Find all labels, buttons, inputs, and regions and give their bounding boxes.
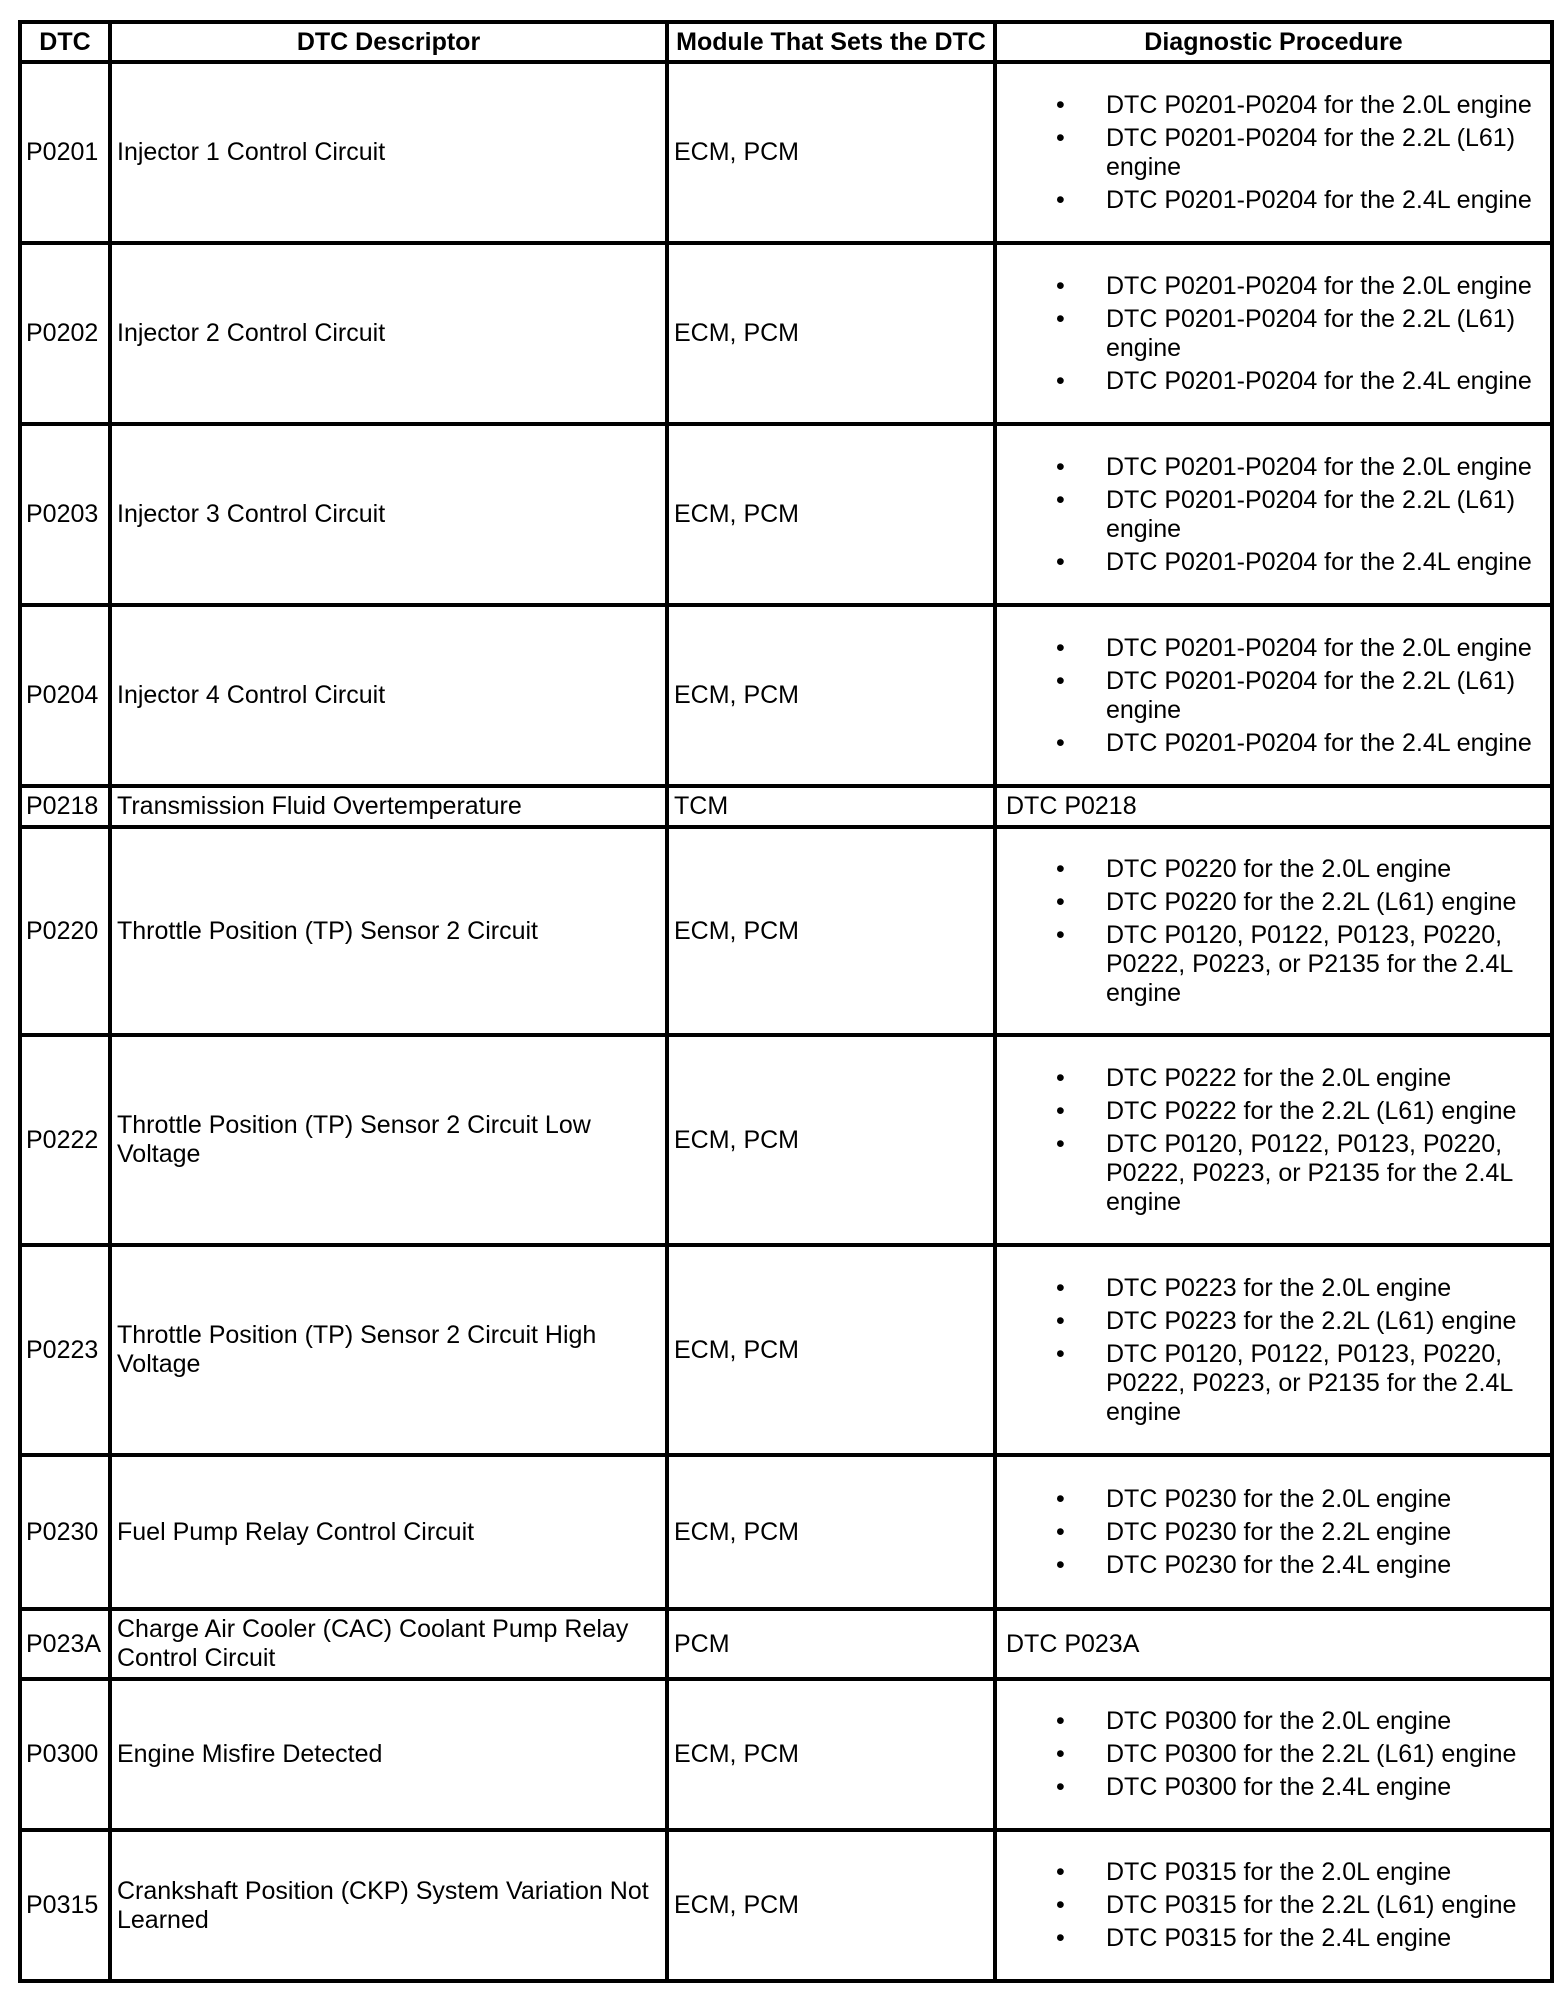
procedure-item <box>1002 548 1545 577</box>
table-row <box>20 1455 1552 1609</box>
procedure-text: DTC P023A <box>1006 1629 1140 1658</box>
procedure-cell <box>995 1245 1552 1455</box>
procedure-item <box>1002 1740 1545 1769</box>
bullet-icon: • <box>1056 1707 1065 1735</box>
procedure-item <box>1002 91 1545 120</box>
procedure-cell <box>995 605 1552 786</box>
descriptor-cell: Throttle Position (TP) Sensor 2 Circuit Low Voltage <box>110 1035 667 1245</box>
procedure-item <box>1002 124 1545 182</box>
table-row <box>20 1035 1552 1245</box>
table-row <box>20 786 1552 827</box>
procedure-list <box>1002 634 1545 758</box>
procedure-text: DTC P0315 for the 2.0L engine <box>1106 1858 1452 1886</box>
dtc-code-cell: P0203 <box>20 424 110 605</box>
bullet-icon: • <box>1056 1129 1065 1158</box>
procedure-item <box>1002 888 1545 917</box>
bullet-icon: • <box>1056 666 1065 695</box>
bullet-icon: • <box>1056 123 1065 152</box>
procedure-list <box>1002 1858 1545 1953</box>
dtc-code-cell: P0218 <box>20 786 110 827</box>
procedure-cell <box>995 1035 1552 1245</box>
table-row <box>20 605 1552 786</box>
module-cell: ECM, PCM <box>667 424 995 605</box>
procedure-item <box>1002 1130 1545 1217</box>
procedure-item <box>1002 1858 1545 1887</box>
bullet-icon: • <box>1056 1096 1065 1125</box>
procedure-cell <box>995 1679 1552 1830</box>
procedure-item <box>1002 1518 1545 1547</box>
module-cell: ECM, PCM <box>667 1679 995 1830</box>
procedure-item <box>1002 1551 1545 1580</box>
procedure-list <box>1002 453 1545 577</box>
table-row <box>20 1679 1552 1830</box>
procedure-cell <box>995 1609 1552 1679</box>
table-header <box>20 22 1552 62</box>
dtc-code-cell: P023A <box>20 1609 110 1679</box>
procedure-text: DTC P0315 for the 2.4L engine <box>1106 1924 1452 1952</box>
procedure-item <box>1002 855 1545 884</box>
dtc-code-cell: P0223 <box>20 1245 110 1455</box>
procedure-item <box>1002 1340 1545 1427</box>
bullet-icon: • <box>1056 887 1065 916</box>
descriptor-cell: Fuel Pump Relay Control Circuit <box>110 1455 667 1609</box>
bullet-icon: • <box>1056 1858 1065 1886</box>
procedure-list <box>1002 272 1545 396</box>
bullet-icon: • <box>1056 1063 1065 1092</box>
procedure-text: DTC P0300 for the 2.4L engine <box>1106 1773 1452 1801</box>
module-cell: ECM, PCM <box>667 243 995 424</box>
procedure-list <box>1002 1064 1545 1217</box>
procedure-text: DTC P0223 for the 2.2L (L61) engine <box>1106 1306 1517 1335</box>
table-row <box>20 1245 1552 1455</box>
bullet-icon: • <box>1056 1484 1065 1513</box>
bullet-icon: • <box>1056 1773 1065 1801</box>
header-module: Module That Sets the DTC <box>667 22 995 62</box>
procedure-text: DTC P0120, P0122, P0123, P0220, P0222, P0223, or P2135 for the 2.4L engine <box>1106 1339 1513 1426</box>
module-cell: PCM <box>667 1609 995 1679</box>
table-row <box>20 1609 1552 1679</box>
procedure-text: DTC P0300 for the 2.2L (L61) engine <box>1106 1740 1517 1768</box>
procedure-item <box>1002 486 1545 544</box>
bullet-icon: • <box>1056 1273 1065 1302</box>
bullet-icon: • <box>1056 1339 1065 1368</box>
descriptor-cell: Throttle Position (TP) Sensor 2 Circuit <box>110 827 667 1035</box>
procedure-text: DTC P0201-P0204 for the 2.0L engine <box>1106 452 1532 481</box>
bullet-icon: • <box>1056 920 1065 949</box>
bullet-icon: • <box>1056 1924 1065 1952</box>
procedure-item <box>1002 1485 1545 1514</box>
procedure-text: DTC P0201-P0204 for the 2.0L engine <box>1106 90 1532 119</box>
bullet-icon: • <box>1056 366 1065 395</box>
bullet-icon: • <box>1056 1517 1065 1546</box>
dtc-code-cell: P0201 <box>20 62 110 243</box>
procedure-text: DTC P0120, P0122, P0123, P0220, P0222, P0223, or P2135 for the 2.4L engine <box>1106 1129 1513 1216</box>
dtc-table <box>18 20 1554 1983</box>
module-cell: ECM, PCM <box>667 827 995 1035</box>
procedure-item <box>1002 921 1545 1008</box>
procedure-item <box>1002 729 1545 758</box>
procedure-item <box>1002 1924 1545 1953</box>
module-cell: TCM <box>667 786 995 827</box>
procedure-item <box>1002 367 1545 396</box>
table-row <box>20 1830 1552 1981</box>
procedure-item <box>1002 305 1545 363</box>
procedure-text: DTC P0315 for the 2.2L (L61) engine <box>1106 1891 1517 1919</box>
procedure-text: DTC P0300 for the 2.0L engine <box>1106 1707 1452 1735</box>
procedure-item <box>1002 667 1545 725</box>
table-row <box>20 424 1552 605</box>
module-cell: ECM, PCM <box>667 1455 995 1609</box>
bullet-icon: • <box>1056 304 1065 333</box>
descriptor-cell: Charge Air Cooler (CAC) Coolant Pump Relay Control Circuit <box>110 1609 667 1679</box>
module-cell: ECM, PCM <box>667 1830 995 1981</box>
header-descriptor: DTC Descriptor <box>110 22 667 62</box>
procedure-text: DTC P0120, P0122, P0123, P0220, P0222, P0223, or P2135 for the 2.4L engine <box>1106 920 1513 1007</box>
procedure-list <box>1002 1274 1545 1427</box>
procedure-text: DTC P0201-P0204 for the 2.4L engine <box>1106 185 1532 214</box>
bullet-icon: • <box>1056 452 1065 481</box>
procedure-list <box>1002 1707 1545 1802</box>
procedure-text: DTC P0222 for the 2.0L engine <box>1106 1063 1452 1092</box>
procedure-item <box>1002 1891 1545 1920</box>
bullet-icon: • <box>1056 185 1065 214</box>
procedure-text: DTC P0201-P0204 for the 2.4L engine <box>1106 547 1532 576</box>
procedure-item <box>1002 1097 1545 1126</box>
descriptor-cell: Injector 3 Control Circuit <box>110 424 667 605</box>
descriptor-cell: Engine Misfire Detected <box>110 1679 667 1830</box>
procedure-cell <box>995 243 1552 424</box>
procedure-cell <box>995 786 1552 827</box>
bullet-icon: • <box>1056 1550 1065 1579</box>
module-cell: ECM, PCM <box>667 62 995 243</box>
procedure-text: DTC P0201-P0204 for the 2.2L (L61) engine <box>1106 304 1516 362</box>
header-row <box>20 22 1552 62</box>
procedure-text: DTC P0230 for the 2.2L engine <box>1106 1517 1452 1546</box>
bullet-icon: • <box>1056 485 1065 514</box>
module-cell: ECM, PCM <box>667 1035 995 1245</box>
procedure-text: DTC P0218 <box>1006 792 1137 820</box>
bullet-icon: • <box>1056 633 1065 662</box>
bullet-icon: • <box>1056 547 1065 576</box>
procedure-item <box>1002 1274 1545 1303</box>
bullet-icon: • <box>1056 90 1065 119</box>
header-dtc: DTC <box>20 22 110 62</box>
procedure-cell <box>995 424 1552 605</box>
dtc-code-cell: P0315 <box>20 1830 110 1981</box>
dtc-code-cell: P0230 <box>20 1455 110 1609</box>
descriptor-cell: Injector 1 Control Circuit <box>110 62 667 243</box>
procedure-text: DTC P0201-P0204 for the 2.4L engine <box>1106 366 1532 395</box>
procedure-text: DTC P0230 for the 2.0L engine <box>1106 1484 1452 1513</box>
descriptor-cell: Injector 4 Control Circuit <box>110 605 667 786</box>
procedure-list <box>1002 91 1545 215</box>
dtc-code-cell: P0202 <box>20 243 110 424</box>
procedure-item <box>1002 453 1545 482</box>
descriptor-cell: Throttle Position (TP) Sensor 2 Circuit High Voltage <box>110 1245 667 1455</box>
descriptor-cell: Injector 2 Control Circuit <box>110 243 667 424</box>
bullet-icon: • <box>1056 728 1065 757</box>
procedure-cell <box>995 62 1552 243</box>
procedure-text: DTC P0220 for the 2.2L (L61) engine <box>1106 887 1517 916</box>
procedure-item <box>1002 186 1545 215</box>
bullet-icon: • <box>1056 1891 1065 1919</box>
module-cell: ECM, PCM <box>667 1245 995 1455</box>
dtc-code-cell: P0220 <box>20 827 110 1035</box>
dtc-code-cell: P0204 <box>20 605 110 786</box>
table-row <box>20 62 1552 243</box>
bullet-icon: • <box>1056 1740 1065 1768</box>
bullet-icon: • <box>1056 1306 1065 1335</box>
procedure-text: DTC P0201-P0204 for the 2.0L engine <box>1106 271 1532 300</box>
table-row <box>20 827 1552 1035</box>
procedure-text: DTC P0201-P0204 for the 2.2L (L61) engine <box>1106 485 1516 543</box>
procedure-text: DTC P0223 for the 2.0L engine <box>1106 1273 1452 1302</box>
procedure-item <box>1002 1307 1545 1336</box>
procedure-text: DTC P0222 for the 2.2L (L61) engine <box>1106 1096 1517 1125</box>
procedure-cell <box>995 1455 1552 1609</box>
procedure-item <box>1002 1064 1545 1093</box>
procedure-text: DTC P0230 for the 2.4L engine <box>1106 1550 1452 1579</box>
procedure-text: DTC P0201-P0204 for the 2.4L engine <box>1106 728 1532 757</box>
dtc-code-cell: P0300 <box>20 1679 110 1830</box>
bullet-icon: • <box>1056 854 1065 883</box>
procedure-item <box>1002 1707 1545 1736</box>
table-body <box>20 62 1552 1981</box>
descriptor-cell: Transmission Fluid Overtemperature <box>110 786 667 827</box>
procedure-text: DTC P0220 for the 2.0L engine <box>1106 854 1452 883</box>
procedure-item <box>1002 1773 1545 1802</box>
descriptor-cell: Crankshaft Position (CKP) System Variation Not Learned <box>110 1830 667 1981</box>
procedure-item <box>1002 272 1545 301</box>
procedure-list <box>1002 1485 1545 1580</box>
procedure-text: DTC P0201-P0204 for the 2.2L (L61) engine <box>1106 666 1516 724</box>
procedure-cell <box>995 1830 1552 1981</box>
module-cell: ECM, PCM <box>667 605 995 786</box>
table-row <box>20 243 1552 424</box>
bullet-icon: • <box>1056 271 1065 300</box>
header-procedure: Diagnostic Procedure <box>995 22 1552 62</box>
dtc-code-cell: P0222 <box>20 1035 110 1245</box>
procedure-cell <box>995 827 1552 1035</box>
procedure-text: DTC P0201-P0204 for the 2.2L (L61) engine <box>1106 123 1516 181</box>
procedure-item <box>1002 634 1545 663</box>
procedure-list <box>1002 855 1545 1008</box>
procedure-text: DTC P0201-P0204 for the 2.0L engine <box>1106 633 1532 662</box>
